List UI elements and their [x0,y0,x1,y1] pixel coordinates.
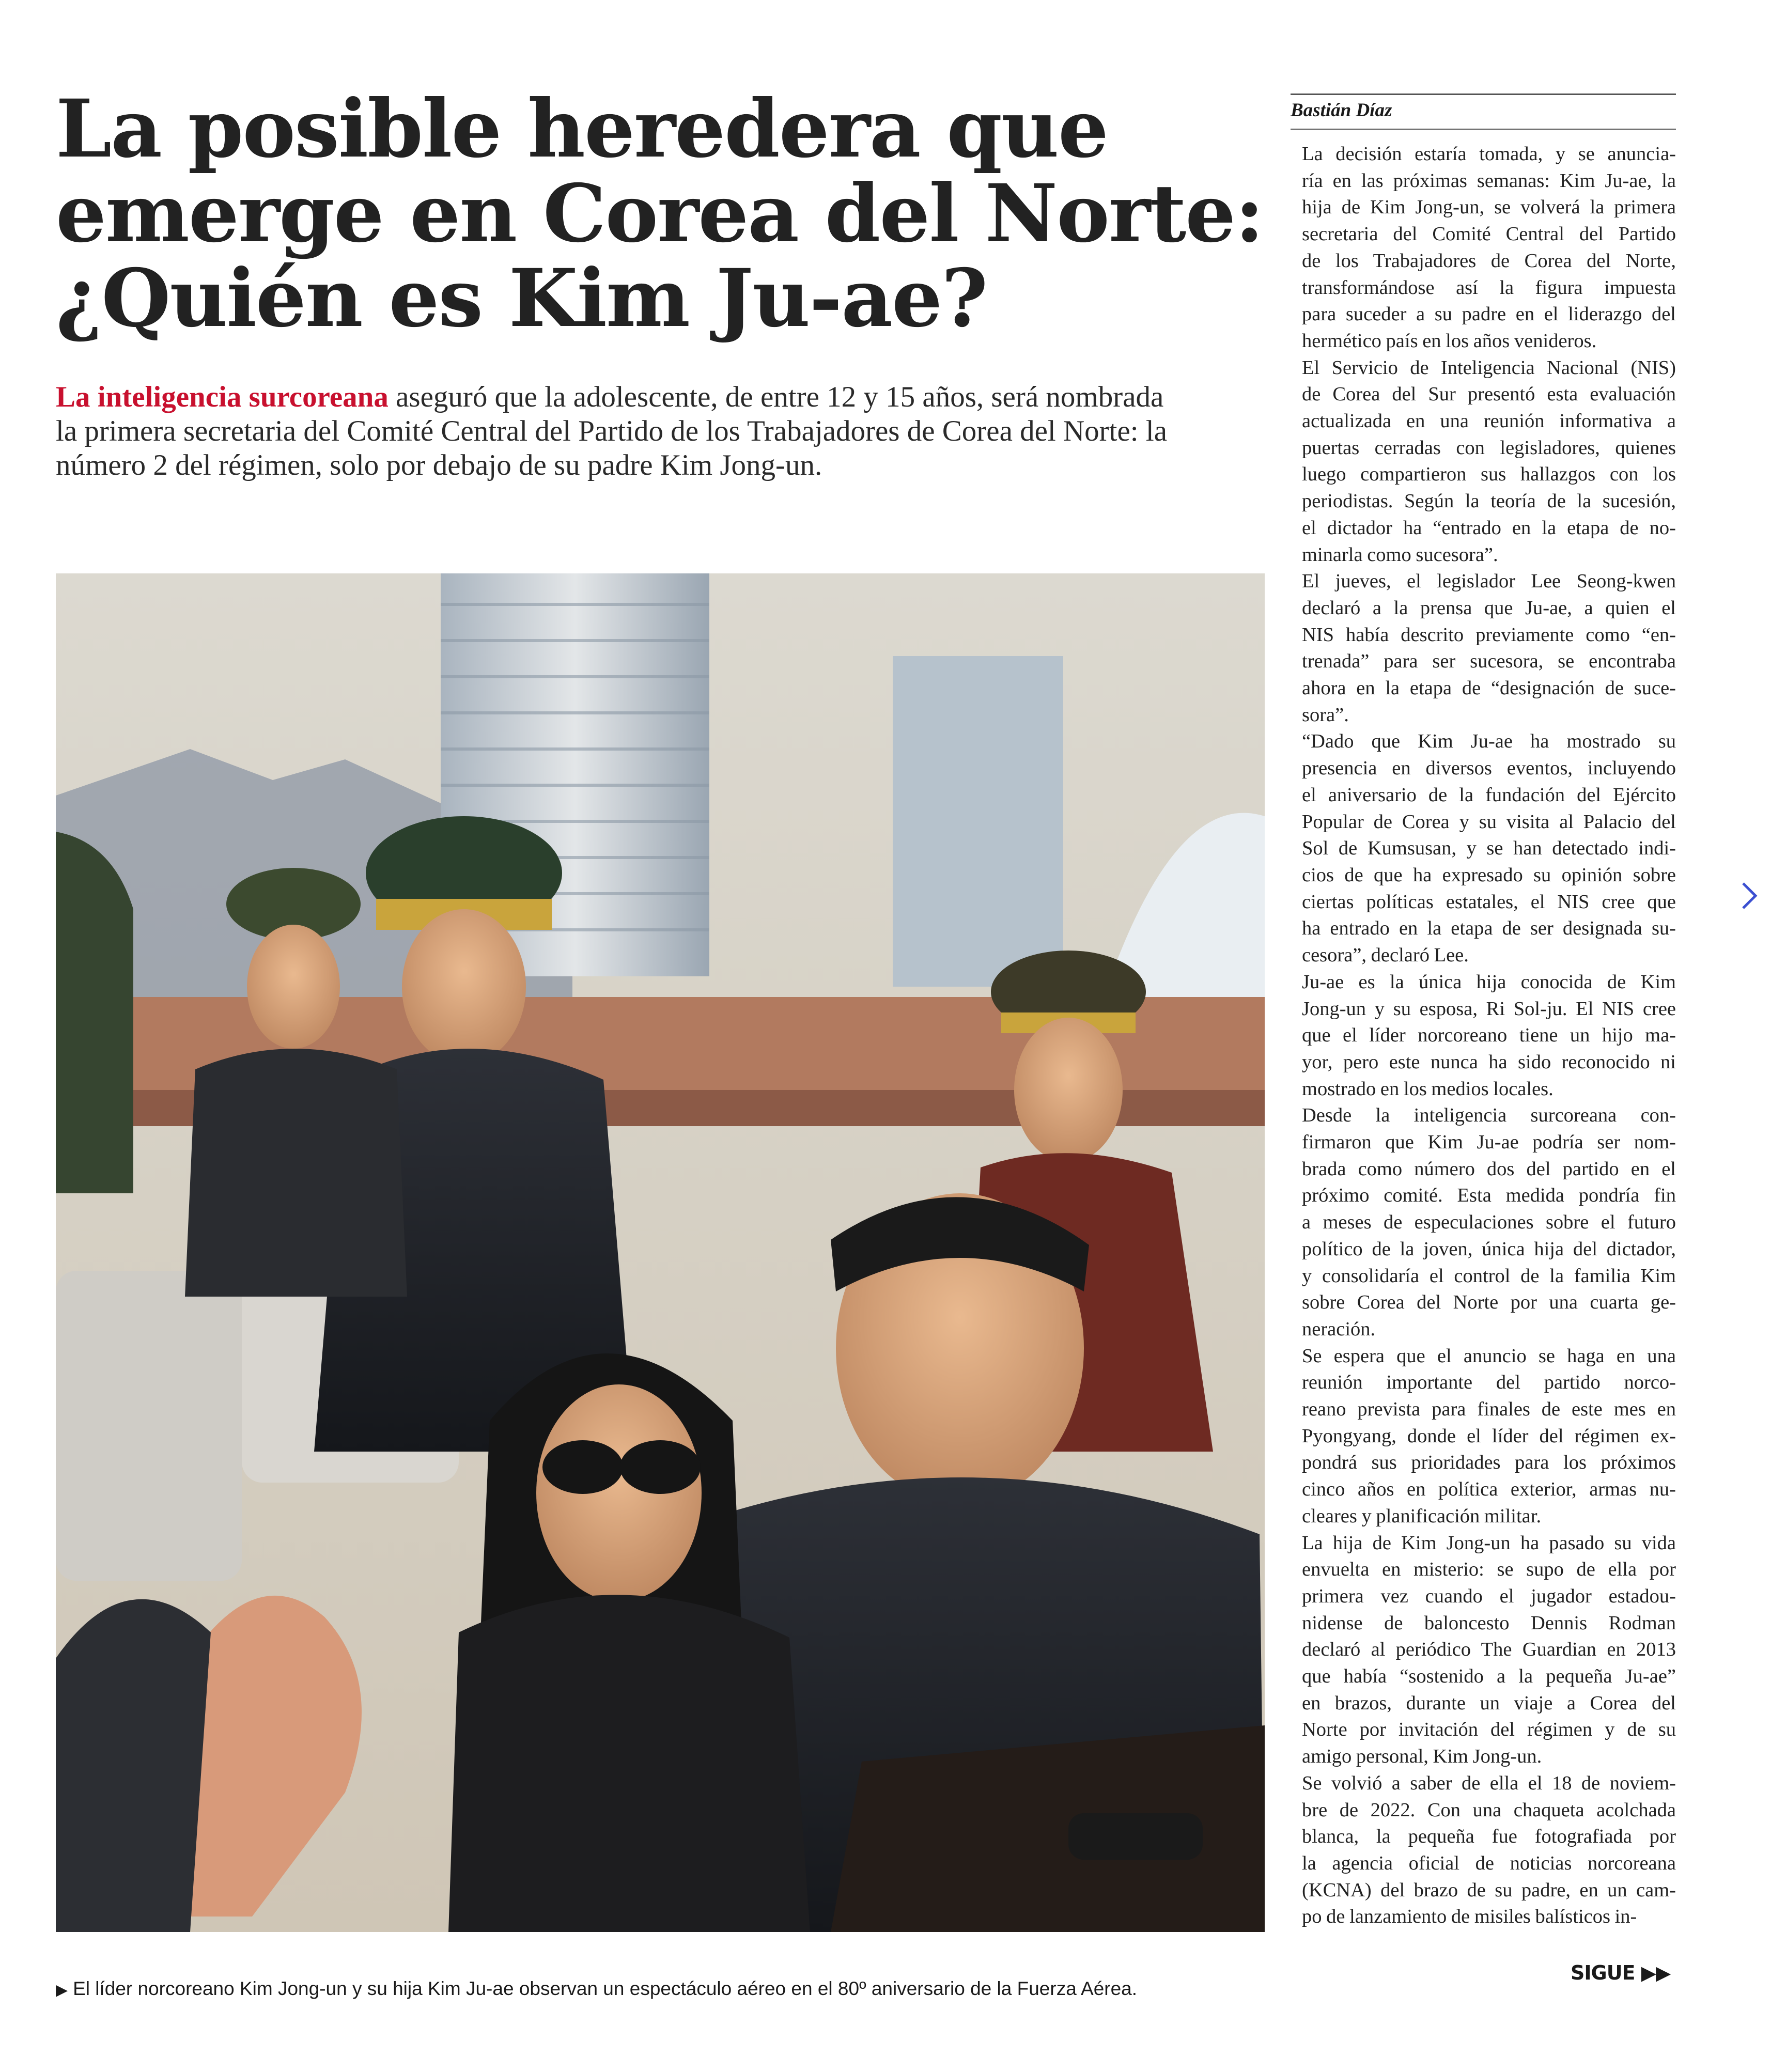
body-line: de Corea del Sur presentó esta evaluación [1302,383,1676,406]
body-paragraph [1291,728,1676,969]
body-line: (KCNA) del brazo de su padre, en un cam- [1302,1879,1676,1901]
body-line: secretaria del Comité Central del Partido [1302,223,1676,245]
body-line: La hija de Kim Jong-un ha pasado su vida [1302,1532,1676,1554]
lead-line-3: número 2 del régimen, solo por debajo de su padre Kim Jong-un. [56,449,822,481]
photo-caption [56,1977,1265,2002]
body-line: hermético país en los años venideros. [1302,330,1597,352]
body-line: ría en las próximas semanas: Kim Ju-ae, la [1302,169,1676,192]
body-line: cleares y planificación militar. [1302,1505,1542,1527]
continue-label[interactable]: SIGUE ▶▶ [1571,1961,1671,1984]
article-body-column [1291,141,1676,1930]
body-line: reunión importante del partido norco- [1302,1372,1676,1394]
body-line: envuelta en misterio: se supo de ella por [1302,1559,1676,1581]
body-line: Norte por invitación del régimen y de su [1302,1719,1676,1741]
body-line: de los Trabajadores de Corea del Norte, [1302,250,1676,272]
body-line: ciertas políticas estatales, el NIS cree que [1302,891,1676,913]
body-line: trenada” para ser sucesora, se encontraba [1302,650,1676,673]
body-line: cios de que ha expresado su opinión sobre [1302,864,1676,886]
headline-line-2: emerge en Corea del Norte: [56,167,1264,260]
body-line: yor, pero este nunca ha sido reconocido ni [1302,1051,1676,1073]
body-line: político de la joven, única hija del dictador, [1302,1238,1676,1260]
body-line: para suceder a su padre en el liderazgo del [1302,303,1676,325]
body-line: reano prevista para finales de este mes en [1302,1398,1676,1421]
body-line: Jong-un y su esposa, Ri Sol-ju. El NIS cree [1302,998,1676,1020]
body-line: hija de Kim Jong-un, se volverá la primera [1302,196,1676,219]
body-line: Popular de Corea y su visita al Palacio del [1302,811,1676,833]
body-line: el aniversario de la fundación del Ejército [1302,784,1676,806]
body-line: ha entrado en la etapa de ser designada su- [1302,917,1676,940]
body-paragraph [1291,1102,1676,1343]
body-paragraph [1291,141,1676,355]
lead-line-1 [56,380,1244,414]
body-line: minarla como sucesora”. [1302,543,1498,566]
body-line: bre de 2022. Con una chaqueta acolchada [1302,1799,1676,1821]
body-line: Se espera que el anuncio se haga en una [1302,1345,1676,1367]
body-line: blanca, la pequeña fue fotografiada por [1302,1826,1676,1848]
body-line: cinco años en política exterior, armas nu- [1302,1478,1676,1501]
body-line: puertas cerradas con legisladores, quienes [1302,437,1676,459]
body-line: neración. [1302,1318,1376,1340]
body-line: actualizada en una reunión informativa a [1302,410,1676,432]
body-line: próximo comité. Esta medida pondría fin [1302,1185,1676,1207]
body-line: periodistas. Según la teoría de la sucesión, [1302,490,1676,512]
byline-rule-top [1291,94,1676,95]
body-paragraph [1291,568,1676,728]
body-line: ahora en la etapa de “designación de suce- [1302,677,1676,699]
body-line: Sol de Kumsusan, y se han detectado indi- [1302,837,1676,860]
body-line: declaró al periódico The Guardian en 2013 [1302,1639,1676,1661]
lead-line-1-rest: aseguró que la adolescente, de entre 12 y 15 años, será nombrada [388,381,1164,413]
lead-paragraph [56,380,1244,482]
headline-line-3: ¿Quién es Kim Ju-ae? [56,252,987,345]
body-line: El Servicio de Inteligencia Nacional (NIS) [1302,356,1676,379]
body-paragraph [1291,1770,1676,1930]
lead-highlight: La inteligencia surcoreana [56,381,389,413]
body-line: Ju-ae es la única hija conocida de Kim [1302,971,1676,993]
body-line: que había “sostenido a la pequeña Ju-ae” [1302,1665,1676,1688]
body-paragraph [1291,969,1676,1103]
body-line: brada como número dos del partido en el [1302,1158,1676,1180]
body-line: pondrá sus prioridades para los próximos [1302,1452,1676,1474]
body-line: nidense de baloncesto Dennis Rodman [1302,1612,1676,1634]
body-line: po de lanzamiento de misiles balísticos in- [1302,1906,1637,1928]
body-line: El jueves, el legislador Lee Seong-kwen [1302,570,1676,593]
chevron-right-icon[interactable] [1740,881,1759,910]
body-line: Se volvió a saber de ella el 18 de noviem- [1302,1772,1676,1794]
body-paragraph [1291,355,1676,569]
body-line: sobre Corea del Norte por una cuarta ge- [1302,1291,1676,1314]
article-photo [56,573,1265,1932]
body-line: cesora”, declaró Lee. [1302,944,1469,967]
body-line: transformándose así la figura impuesta [1302,276,1676,299]
body-line: firmaron que Kim Ju-ae podría ser nom- [1302,1131,1676,1154]
body-line: Desde la inteligencia surcoreana con- [1302,1104,1676,1127]
body-line: en brazos, durante un viaje a Corea del [1302,1692,1676,1714]
body-line: declaró a la prensa que Ju-ae, a quien el [1302,597,1676,619]
body-line: a meses de especulaciones sobre el futuro [1302,1211,1676,1234]
body-line: el dictador ha “entrado en la etapa de no- [1302,517,1676,539]
body-line: mostrado en los medios locales. [1302,1078,1553,1100]
body-line: presencia en diversos eventos, incluyendo [1302,757,1676,780]
byline-rule-bottom [1291,129,1676,130]
headline-line-1: La posible heredera que [56,82,1108,176]
body-line: que el líder norcoreano tiene un hijo ma- [1302,1024,1676,1047]
body-line: luego compartieron sus hallazgos con los [1302,463,1676,486]
body-line: primera vez cuando el jugador estadou- [1302,1585,1676,1607]
body-line: “Dado que Kim Ju-ae ha mostrado su [1302,730,1676,753]
body-line: Pyongyang, donde el líder del régimen ex- [1302,1425,1676,1447]
triangle-right-icon: ▶ [56,1982,68,1999]
body-line: la agencia oficial de noticias norcoreana [1302,1852,1676,1874]
caption-text: El líder norcoreano Kim Jong-un y su hija Kim Ju-ae observan un espectáculo aéreo en el 80º aniversario de la Fuerza Aérea. [73,1978,1138,1999]
body-line: amigo personal, Kim Jong-un. [1302,1746,1542,1768]
headline [56,82,1264,345]
body-paragraph [1291,1343,1676,1530]
body-line: y consolidaría el control de la familia Kim [1302,1265,1676,1287]
byline: Bastián Díaz [1291,100,1392,121]
body-line: NIS había descrito previamente como “en- [1302,624,1676,646]
body-line: sora”. [1302,704,1349,726]
body-paragraph [1291,1530,1676,1770]
lead-line-2: la primera secretaria del Comité Central del Partido de los Trabajadores de Corea del Norte: la [56,415,1168,447]
body-line: La decisión estaría tomada, y se anuncia- [1302,143,1676,165]
